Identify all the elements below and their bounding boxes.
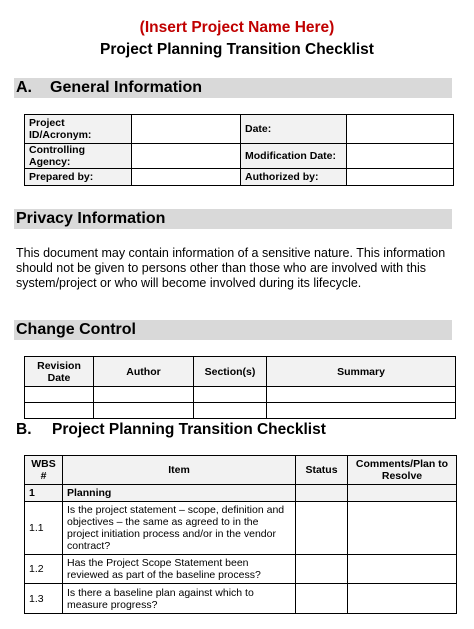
checklist-table: [24, 455, 457, 614]
date-field[interactable]: [347, 115, 454, 144]
wbs-cell: 1.2: [25, 555, 63, 584]
column-header: Revision Date: [25, 357, 94, 387]
label-modification-date: Modification Date:: [241, 144, 347, 169]
table-row: [25, 115, 454, 144]
column-header: Author: [94, 357, 194, 387]
table-cell[interactable]: [25, 387, 94, 403]
controlling-agency-field[interactable]: [132, 144, 241, 169]
label-prepared-by: Prepared by:: [25, 169, 132, 186]
wbs-cell: 1.3: [25, 584, 63, 614]
privacy-heading-bar: [14, 209, 452, 229]
table-header-row: [25, 456, 457, 485]
column-header-item: Item: [63, 456, 296, 485]
table-row: [25, 502, 457, 555]
table-row: [25, 485, 457, 502]
item-cell: Is the project statement – scope, definition and objectives – the same as agreed to in the project initiation process and/or in the vendor contract?: [63, 502, 296, 555]
table-cell[interactable]: [267, 387, 456, 403]
table-row: [25, 387, 456, 403]
table-cell[interactable]: [194, 403, 267, 419]
table-cell[interactable]: [267, 403, 456, 419]
change-control-heading-bar: [14, 320, 452, 340]
section-a-heading-bar: [14, 78, 452, 98]
status-cell[interactable]: [296, 584, 348, 614]
table-cell[interactable]: [194, 387, 267, 403]
project-name-placeholder: (Insert Project Name Here): [139, 19, 335, 36]
modification-date-field[interactable]: [347, 144, 454, 169]
status-cell[interactable]: [296, 485, 348, 502]
table-row: [25, 144, 454, 169]
section-a-letter: A.: [16, 79, 32, 96]
section-b-heading: Project Planning Transition Checklist: [52, 421, 326, 438]
authorized-by-field[interactable]: [347, 169, 454, 186]
privacy-heading: Privacy Information: [16, 210, 166, 227]
comments-cell[interactable]: [348, 485, 457, 502]
table-header-row: [25, 357, 456, 387]
comments-cell[interactable]: [348, 502, 457, 555]
project-id-field[interactable]: [132, 115, 241, 144]
column-header: Summary: [267, 357, 456, 387]
privacy-text: This document may contain information of a sensitive nature. This information should not be given to persons other than those who are involved with this system/project or who will become involved during its lifecycle.: [16, 246, 446, 290]
status-cell[interactable]: [296, 555, 348, 584]
table-row: [25, 169, 454, 186]
status-cell[interactable]: [296, 502, 348, 555]
label-controlling-agency: Controlling Agency:: [25, 144, 132, 169]
prepared-by-field[interactable]: [132, 169, 241, 186]
column-header: Section(s): [194, 357, 267, 387]
general-information-table: [24, 114, 454, 186]
table-cell[interactable]: [94, 387, 194, 403]
table-row: [25, 555, 457, 584]
comments-cell[interactable]: [348, 555, 457, 584]
change-control-table: [24, 356, 456, 419]
section-a-heading: General Information: [50, 79, 203, 96]
label-project-id: Project ID/Acronym:: [25, 115, 132, 144]
label-date: Date:: [241, 115, 347, 144]
column-header-wbs: WBS #: [25, 456, 63, 485]
column-header-comments: Comments/Plan to Resolve: [348, 456, 457, 485]
table-row: [25, 584, 457, 614]
change-control-heading: Change Control: [16, 321, 136, 338]
wbs-cell: 1.1: [25, 502, 63, 555]
column-header-status: Status: [296, 456, 348, 485]
table-cell[interactable]: [25, 403, 94, 419]
item-cell: Planning: [63, 485, 296, 502]
comments-cell[interactable]: [348, 584, 457, 614]
table-row: [25, 403, 456, 419]
table-cell[interactable]: [94, 403, 194, 419]
section-b-letter: B.: [16, 421, 32, 438]
item-cell: Has the Project Scope Statement been reviewed as part of the baseline process?: [63, 555, 296, 584]
item-cell: Is there a baseline plan against which to measure progress?: [63, 584, 296, 614]
document-title: Project Planning Transition Checklist: [100, 41, 374, 58]
wbs-cell: 1: [25, 485, 63, 502]
label-authorized-by: Authorized by:: [241, 169, 347, 186]
